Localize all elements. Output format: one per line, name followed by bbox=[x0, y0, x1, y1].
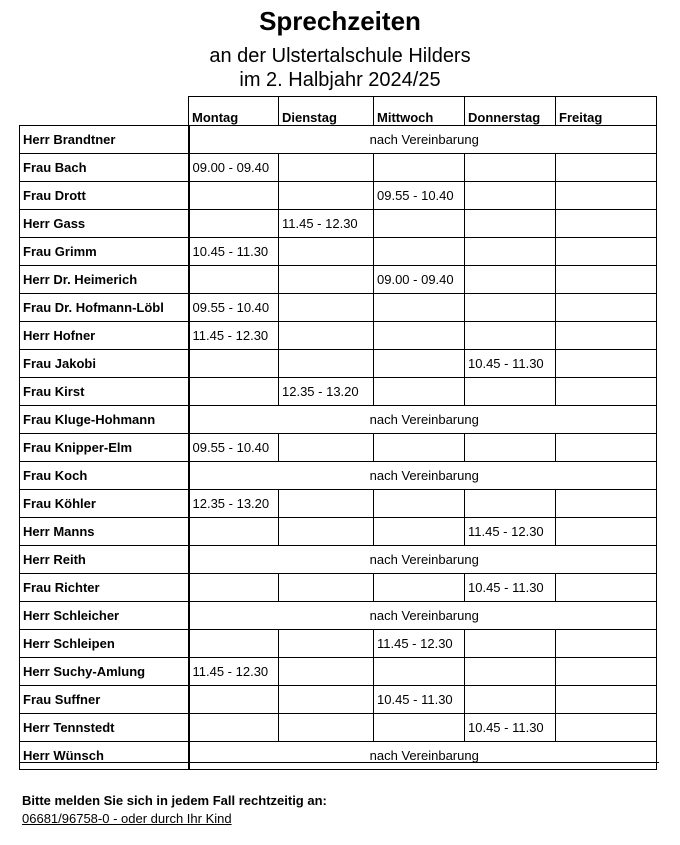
time-slot-cell bbox=[279, 574, 374, 602]
time-slot-cell bbox=[374, 714, 465, 742]
time-slot-cell bbox=[279, 238, 374, 266]
time-slot-cell: 09.55 - 10.40 bbox=[189, 294, 279, 322]
time-slot-cell bbox=[189, 182, 279, 210]
table-row bbox=[20, 182, 657, 210]
table-row bbox=[20, 406, 657, 434]
time-slot-cell bbox=[279, 266, 374, 294]
time-slot-cell bbox=[556, 686, 657, 714]
weekday-header bbox=[188, 96, 657, 126]
time-slot-cell: 10.45 - 11.30 bbox=[465, 714, 556, 742]
time-slot-cell bbox=[556, 658, 657, 686]
time-slot-cell bbox=[374, 434, 465, 462]
table-bottom-line bbox=[19, 762, 659, 763]
day-header-tuesday: Dienstag bbox=[279, 97, 374, 126]
time-slot-cell bbox=[465, 322, 556, 350]
teacher-name: Frau Richter bbox=[20, 574, 189, 602]
teacher-name: Herr Brandtner bbox=[20, 126, 189, 154]
time-slot-cell bbox=[465, 294, 556, 322]
time-slot-cell bbox=[465, 266, 556, 294]
by-appointment-cell: nach Vereinbarung bbox=[189, 462, 657, 490]
time-slot-cell bbox=[189, 630, 279, 658]
time-slot-cell bbox=[465, 490, 556, 518]
time-slot-cell: 10.45 - 11.30 bbox=[189, 238, 279, 266]
by-appointment-cell: nach Vereinbarung bbox=[189, 742, 657, 770]
time-slot-cell bbox=[556, 490, 657, 518]
time-slot-cell bbox=[465, 210, 556, 238]
time-slot-cell bbox=[374, 154, 465, 182]
table-row bbox=[20, 518, 657, 546]
day-header-monday: Montag bbox=[189, 97, 279, 126]
time-slot-cell bbox=[465, 434, 556, 462]
time-slot-cell: 09.00 - 09.40 bbox=[189, 154, 279, 182]
time-slot-cell bbox=[374, 210, 465, 238]
table-row bbox=[20, 322, 657, 350]
teacher-name: Frau Suffner bbox=[20, 686, 189, 714]
time-slot-cell: 09.00 - 09.40 bbox=[374, 266, 465, 294]
time-slot-cell bbox=[279, 322, 374, 350]
time-slot-cell bbox=[465, 182, 556, 210]
teacher-name: Frau Knipper-Elm bbox=[20, 434, 189, 462]
time-slot-cell bbox=[556, 518, 657, 546]
time-slot-cell bbox=[556, 210, 657, 238]
time-slot-cell bbox=[279, 490, 374, 518]
table-row bbox=[20, 434, 657, 462]
time-slot-cell bbox=[189, 574, 279, 602]
table-row bbox=[20, 210, 657, 238]
time-slot-cell bbox=[556, 714, 657, 742]
teacher-name: Herr Dr. Heimerich bbox=[20, 266, 189, 294]
time-slot-cell bbox=[279, 434, 374, 462]
term-subtitle: im 2. Halbjahr 2024/25 bbox=[239, 69, 441, 91]
time-slot-cell bbox=[279, 294, 374, 322]
teacher-name: Frau Grimm bbox=[20, 238, 189, 266]
time-slot-cell: 11.45 - 12.30 bbox=[465, 518, 556, 546]
teacher-name: Herr Schleipen bbox=[20, 630, 189, 658]
time-slot-cell bbox=[189, 350, 279, 378]
table-row bbox=[20, 490, 657, 518]
table-row bbox=[20, 546, 657, 574]
time-slot-cell bbox=[556, 294, 657, 322]
teacher-name: Frau Drott bbox=[20, 182, 189, 210]
time-slot-cell bbox=[189, 266, 279, 294]
time-slot-cell bbox=[279, 630, 374, 658]
table-row bbox=[20, 714, 657, 742]
time-slot-cell: 10.45 - 11.30 bbox=[465, 350, 556, 378]
table-row bbox=[20, 266, 657, 294]
time-slot-cell: 10.45 - 11.30 bbox=[374, 686, 465, 714]
time-slot-cell bbox=[279, 350, 374, 378]
teacher-name: Frau Koch bbox=[20, 462, 189, 490]
time-slot-cell bbox=[374, 378, 465, 406]
day-header-thursday: Donnerstag bbox=[465, 97, 556, 126]
time-slot-cell: 12.35 - 13.20 bbox=[189, 490, 279, 518]
teacher-name: Frau Dr. Hofmann-Löbl bbox=[20, 294, 189, 322]
office-hours-table bbox=[19, 125, 657, 770]
teacher-name: Frau Bach bbox=[20, 154, 189, 182]
time-slot-cell bbox=[556, 630, 657, 658]
time-slot-cell: 11.45 - 12.30 bbox=[189, 322, 279, 350]
table-row bbox=[20, 574, 657, 602]
time-slot-cell bbox=[465, 658, 556, 686]
time-slot-cell bbox=[374, 322, 465, 350]
time-slot-cell: 10.45 - 11.30 bbox=[465, 574, 556, 602]
registration-note: Bitte melden Sie sich in jedem Fall rechtzeitig an: bbox=[22, 793, 327, 808]
table-row bbox=[20, 238, 657, 266]
table-row bbox=[20, 742, 657, 770]
table-row bbox=[20, 462, 657, 490]
teacher-name: Frau Jakobi bbox=[20, 350, 189, 378]
teacher-name: Herr Hofner bbox=[20, 322, 189, 350]
phone-contact: 06681/96758-0 - oder durch Ihr Kind bbox=[22, 811, 232, 826]
time-slot-cell bbox=[556, 154, 657, 182]
table-row bbox=[20, 154, 657, 182]
time-slot-cell: 11.45 - 12.30 bbox=[279, 210, 374, 238]
time-slot-cell bbox=[189, 714, 279, 742]
time-slot-cell: 11.45 - 12.30 bbox=[189, 658, 279, 686]
page-title: Sprechzeiten bbox=[259, 6, 421, 36]
time-slot-cell bbox=[189, 210, 279, 238]
time-slot-cell bbox=[556, 350, 657, 378]
time-slot-cell: 11.45 - 12.30 bbox=[374, 630, 465, 658]
time-slot-cell bbox=[374, 518, 465, 546]
time-slot-cell bbox=[465, 238, 556, 266]
time-slot-cell bbox=[374, 574, 465, 602]
teacher-name: Herr Wünsch bbox=[20, 742, 189, 770]
teacher-name: Herr Schleicher bbox=[20, 602, 189, 630]
table-row bbox=[20, 350, 657, 378]
day-header-wednesday: Mittwoch bbox=[374, 97, 465, 126]
time-slot-cell bbox=[465, 378, 556, 406]
time-slot-cell bbox=[556, 574, 657, 602]
time-slot-cell bbox=[279, 182, 374, 210]
time-slot-cell bbox=[465, 686, 556, 714]
school-subtitle: an der Ulstertalschule Hilders bbox=[209, 45, 471, 67]
time-slot-cell bbox=[279, 518, 374, 546]
time-slot-cell bbox=[556, 238, 657, 266]
time-slot-cell bbox=[556, 266, 657, 294]
time-slot-cell bbox=[556, 434, 657, 462]
table-row bbox=[20, 630, 657, 658]
time-slot-cell bbox=[556, 322, 657, 350]
teacher-name: Herr Suchy-Amlung bbox=[20, 658, 189, 686]
teacher-name: Frau Kluge-Hohmann bbox=[20, 406, 189, 434]
teacher-name: Frau Köhler bbox=[20, 490, 189, 518]
time-slot-cell bbox=[374, 350, 465, 378]
time-slot-cell bbox=[374, 658, 465, 686]
by-appointment-cell: nach Vereinbarung bbox=[189, 406, 657, 434]
time-slot-cell: 09.55 - 10.40 bbox=[374, 182, 465, 210]
time-slot-cell bbox=[374, 294, 465, 322]
table-row bbox=[20, 686, 657, 714]
time-slot-cell bbox=[189, 378, 279, 406]
teacher-name: Herr Tennstedt bbox=[20, 714, 189, 742]
by-appointment-cell: nach Vereinbarung bbox=[189, 602, 657, 630]
time-slot-cell bbox=[465, 630, 556, 658]
table-row bbox=[20, 378, 657, 406]
time-slot-cell bbox=[189, 518, 279, 546]
time-slot-cell bbox=[189, 686, 279, 714]
table-row bbox=[20, 658, 657, 686]
time-slot-cell bbox=[556, 182, 657, 210]
time-slot-cell: 12.35 - 13.20 bbox=[279, 378, 374, 406]
teacher-name: Frau Kirst bbox=[20, 378, 189, 406]
time-slot-cell: 09.55 - 10.40 bbox=[189, 434, 279, 462]
table-row bbox=[20, 602, 657, 630]
teacher-name: Herr Gass bbox=[20, 210, 189, 238]
table-row bbox=[20, 294, 657, 322]
time-slot-cell bbox=[279, 686, 374, 714]
by-appointment-cell: nach Vereinbarung bbox=[189, 126, 657, 154]
time-slot-cell bbox=[465, 154, 556, 182]
time-slot-cell bbox=[279, 154, 374, 182]
teacher-name: Herr Manns bbox=[20, 518, 189, 546]
by-appointment-cell: nach Vereinbarung bbox=[189, 546, 657, 574]
time-slot-cell bbox=[279, 658, 374, 686]
time-slot-cell bbox=[374, 238, 465, 266]
time-slot-cell bbox=[374, 490, 465, 518]
day-header-friday: Freitag bbox=[556, 97, 657, 126]
teacher-name: Herr Reith bbox=[20, 546, 189, 574]
table-row bbox=[20, 126, 657, 154]
time-slot-cell bbox=[279, 714, 374, 742]
time-slot-cell bbox=[556, 378, 657, 406]
